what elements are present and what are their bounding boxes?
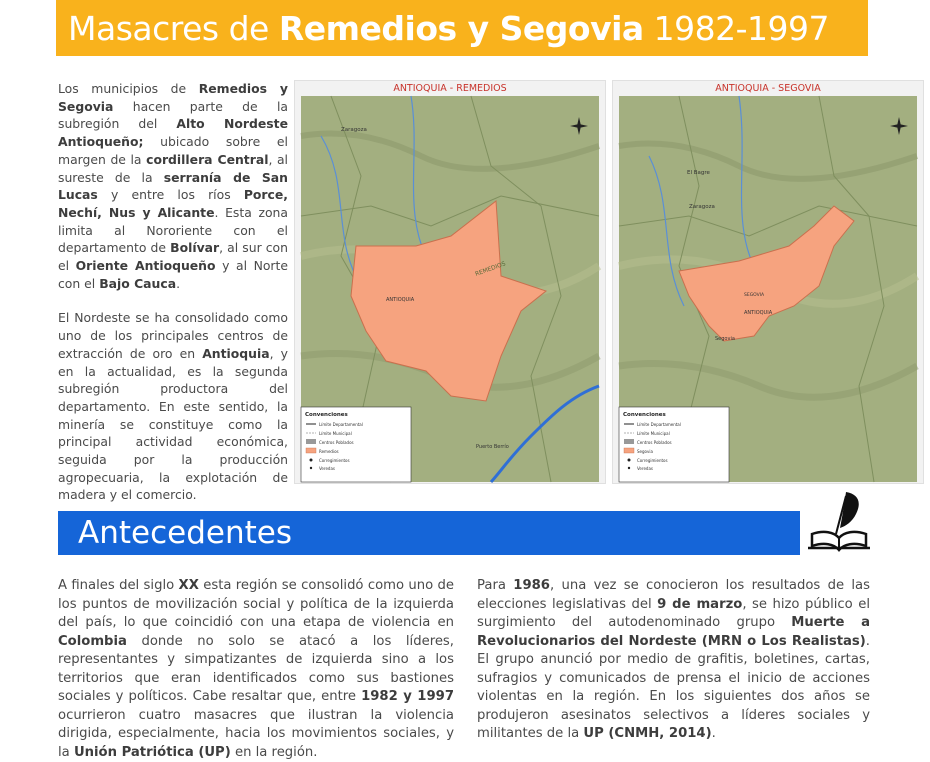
text-run: . — [176, 275, 181, 291]
antecedentes-column-left — [58, 577, 454, 762]
svg-text:Límite Municipal: Límite Municipal — [637, 431, 670, 436]
map-segovia-graphic — [619, 96, 917, 482]
bold-text-run: 1986 — [513, 578, 550, 593]
bold-text-run: Unión Patriótica (UP) — [73, 744, 231, 760]
svg-text:Convenciones: Convenciones — [623, 412, 666, 418]
bold-text-run: cordillera Central — [146, 151, 269, 167]
svg-text:Centros Poblados: Centros Poblados — [319, 440, 354, 445]
text-run: hacen parte de la subregión del — [58, 98, 288, 132]
svg-text:REMEDIOS: REMEDIOS — [474, 260, 507, 278]
svg-text:Remedios: Remedios — [319, 449, 339, 454]
map-remedios — [294, 80, 606, 484]
intro-paragraph-1 — [58, 80, 288, 292]
text-run: , al sur con el — [58, 240, 288, 274]
svg-text:ANTIOQUIA: ANTIOQUIA — [744, 310, 773, 316]
bold-text-run: Oriente Antioqueño — [75, 258, 216, 274]
map-segovia — [612, 80, 924, 484]
bold-text-run: Muerte a Revolucionarios del Nordeste (MRN o Los Realistas) — [477, 615, 870, 649]
page-title — [68, 9, 829, 48]
text-run: , se hizo público el surgimiento del autodenominado grupo — [477, 596, 870, 630]
text-run: El Nordeste se ha consolidado como uno de los principales centros de extracción de oro en — [58, 310, 288, 361]
section-header-antecedentes — [58, 511, 800, 555]
text-run: . El grupo anunció por medio de grafitis, boletines, cartas, sufragios y comunicados de prensa el inicio de acciones violentas en la región. En los siguientes dos años se produjeron asesinatos selectivos a líderes sociales y militantes de la — [477, 633, 870, 741]
text-run: , al sureste de la — [58, 151, 288, 185]
svg-text:SEGOVIA: SEGOVIA — [744, 293, 765, 298]
section-title: Antecedentes — [78, 515, 292, 551]
bold-text-run: Porce, Nechí, Nus y Alicante — [58, 187, 288, 220]
intro-paragraph-2 — [58, 309, 288, 504]
text-run: donde no solo se atacó a los líderes, representantes y simpatizantes de izquierda sino a los territorios que eran identificados como sus bastiones sociales y políticos. Cabe resaltar que, entre — [58, 633, 454, 704]
svg-text:Puerto Berrío: Puerto Berrío — [476, 444, 509, 450]
svg-text:Límite Departamental: Límite Departamental — [319, 422, 363, 427]
title-banner — [56, 0, 868, 56]
title-bold: Remedios y Segovia — [278, 8, 644, 48]
text-run: . — [711, 726, 716, 741]
svg-text:Límite Municipal: Límite Municipal — [319, 431, 352, 436]
text-run: Para — [477, 578, 514, 593]
svg-text:Convenciones: Convenciones — [305, 412, 348, 418]
text-run: ocurrieron cuatro masacres que ilustran la violencia dirigida, especialmente, hacia los movimientos sociales, y la — [58, 707, 454, 760]
bold-text-run: Antioquia — [202, 345, 270, 361]
text-run: ubicado sobre el margen de la — [58, 134, 288, 167]
quill-book-icon — [806, 488, 872, 554]
title-prefix: Masacres de — [68, 8, 269, 48]
svg-text:Veredas: Veredas — [319, 466, 335, 471]
map-title: ANTIOQUIA - REMEDIOS — [393, 83, 507, 94]
bold-text-run: 1982 y 1997 — [361, 689, 454, 704]
bold-text-run: Bajo Cauca — [99, 275, 177, 291]
svg-text:El Bagre: El Bagre — [687, 170, 710, 176]
antecedentes-column-right — [477, 577, 870, 744]
svg-text:Veredas: Veredas — [637, 466, 653, 471]
bold-text-run: Remedios y Segovia — [58, 81, 288, 114]
text-run: en la región. — [230, 744, 318, 760]
text-run: Los municipios de — [58, 81, 199, 96]
svg-text:Segovia: Segovia — [637, 449, 653, 454]
text-run: A finales del siglo — [58, 578, 179, 593]
map-title: ANTIOQUIA - SEGOVIA — [715, 83, 821, 94]
bold-text-run: XX — [178, 578, 199, 593]
map-remedios-graphic — [301, 96, 599, 482]
title-years: 1982-1997 — [653, 8, 830, 48]
svg-text:Centros Poblados: Centros Poblados — [637, 440, 672, 445]
bold-text-run: Bolívar — [170, 240, 220, 256]
text-run: y entre los ríos — [97, 187, 244, 203]
bold-text-run: Colombia — [58, 633, 127, 649]
svg-text:Límite Departamental: Límite Departamental — [637, 422, 681, 427]
svg-text:Segovia: Segovia — [715, 336, 735, 342]
text-run: , una vez se conocieron los resultados de las elecciones legislativas del — [477, 578, 870, 612]
svg-text:Zaragoza: Zaragoza — [341, 127, 367, 133]
text-run: y al Norte con el — [58, 258, 288, 291]
text-run: , y en la actualidad, es la segunda subregión productora del departamento. En este sentido, la minería se constituye como la principal actividad económica, seguida por la producción agropecuaria, la explotación de madera y el comercio. — [58, 345, 288, 503]
svg-text:Zaragoza: Zaragoza — [689, 204, 715, 210]
intro-text — [58, 80, 288, 504]
bold-text-run: UP (CNMH, 2014) — [583, 726, 712, 741]
text-run: esta región se consolidó como uno de los puntos de movilización social y política de la izquierda del país, lo que coincidió con una etapa de violencia en — [58, 578, 454, 630]
svg-text:ANTIOQUIA: ANTIOQUIA — [386, 297, 415, 303]
text-run: . Esta zona limita al Nororiente con el departamento de — [58, 204, 288, 256]
bold-text-run: Alto Nordeste Antioqueño; — [58, 116, 289, 150]
bold-text-run: 9 de marzo — [657, 596, 743, 612]
svg-text:Corregimientos: Corregimientos — [637, 458, 668, 463]
bold-text-run: serranía de San Lucas — [58, 169, 288, 203]
svg-text:Corregimientos: Corregimientos — [319, 458, 350, 463]
